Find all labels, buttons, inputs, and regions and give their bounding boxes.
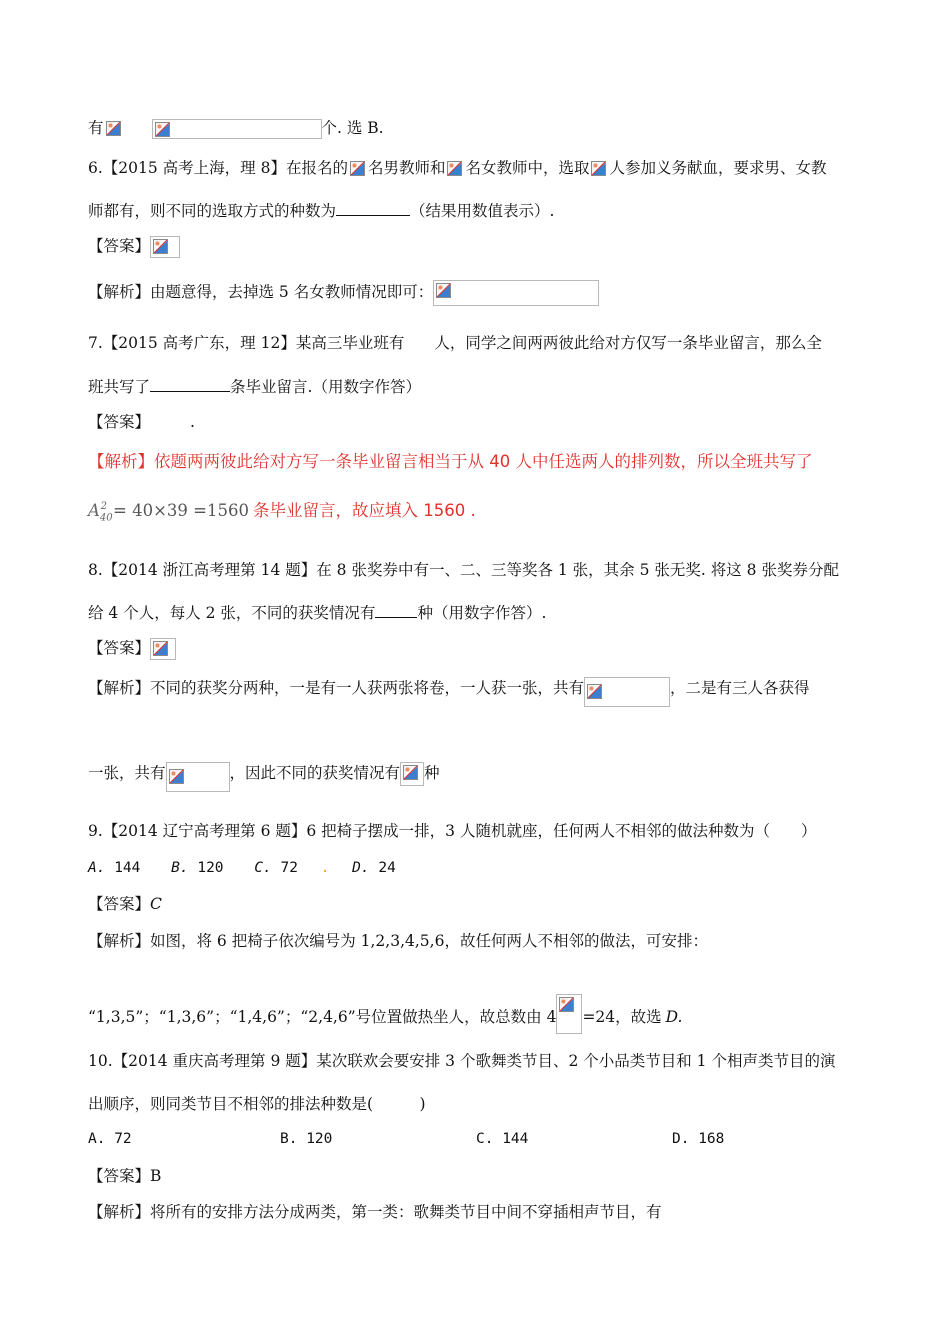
analysis-8-line-2	[88, 762, 440, 792]
broken-image-icon	[348, 159, 368, 179]
option-c: C. 144	[476, 1131, 529, 1147]
option-a-value: 144	[114, 860, 141, 876]
question-9	[88, 820, 816, 842]
analysis-text: 【解析】依题两两彼此给对方写一条毕业留言相当于从 40 人中任选两人的排列数，所以全班共写了	[88, 452, 813, 471]
analysis-text: 【解析】不同的获奖分两种，一是有一人获两张将卷，一人获一张，共有	[88, 679, 585, 697]
option-d: D. 168	[672, 1131, 725, 1147]
analysis-text: ，因此不同的获奖情况有	[229, 764, 401, 782]
question-text: 人参加义务献血，要求男、女教	[609, 159, 827, 177]
analysis-text: ，二是有三人各获得	[670, 679, 810, 697]
broken-image-icon	[104, 119, 150, 139]
broken-image-icon	[150, 236, 180, 258]
text: 个. 选 B.	[321, 119, 384, 137]
answer-7	[88, 411, 195, 433]
answer-text: .	[190, 413, 195, 431]
answer-line-q5	[88, 117, 384, 139]
broken-image-icon	[589, 159, 609, 179]
broken-image-icon	[445, 159, 465, 179]
option-b-label: B.	[171, 860, 189, 876]
analysis-text: “1,3,5”；“1,3,6”；“1,4,6”；“2,4,6”号位置做热坐人，故总数由 4	[88, 1008, 557, 1026]
broken-image-icon	[166, 762, 230, 792]
analysis-8-line-1	[88, 677, 810, 707]
option-d-label: D.	[352, 860, 370, 876]
answer-10	[88, 1165, 161, 1187]
question-text: 名女教师中，选取	[465, 159, 590, 177]
analysis-text: 一张，共有	[88, 764, 166, 782]
question-10-line-1	[88, 1050, 835, 1072]
question-text: 10.【2014 重庆高考理第 9 题】某次联欢会要安排 3 个歌舞类节目、2 个小品类节目和 1 个相声类节目的演	[88, 1052, 836, 1070]
option-c-value: 72	[280, 860, 298, 876]
broken-image-icon	[556, 994, 582, 1034]
analysis-text: =24，故选	[582, 1008, 662, 1026]
answer-label: 【答案】	[88, 895, 151, 913]
option-b: B. 120	[280, 1131, 333, 1147]
question-text: 人，同学之间两两彼此给对方仅写一条毕业留言，那么全	[434, 334, 822, 352]
question-text: 班共写了	[88, 378, 151, 396]
formula-text: = 40×39 =1560	[113, 500, 249, 520]
option-a: A. 72	[88, 1131, 132, 1147]
question-6-line-1	[88, 157, 827, 179]
answer-blank	[150, 377, 230, 392]
question-text: 9.【2014 辽宁高考理第 6 题】6 把椅子摆成一排，3 人随机就座，任何两人不相邻的做法种数为（ ）	[88, 822, 817, 840]
analysis-10	[88, 1201, 662, 1223]
answer-8	[88, 637, 176, 660]
option-b-value: 120	[197, 860, 224, 876]
question-text: 名男教师和	[367, 159, 446, 177]
answer-label: 【答案】	[88, 237, 151, 255]
formula-permutation: $A_{40}^2$	[88, 500, 113, 523]
analysis-9-line-1	[88, 930, 708, 952]
question-6-line-2	[88, 200, 554, 222]
question-text: 7.【2015 高考广东，理 12】某高三毕业班有	[88, 334, 405, 352]
analysis-text: D.	[665, 1008, 683, 1026]
answer-blank	[375, 603, 417, 618]
question-text: 给 4 个人，每人 2 张，不同的获奖情况有	[88, 604, 376, 622]
analysis-text: 种	[424, 764, 440, 782]
question-7-line-1	[88, 332, 822, 354]
analysis-7	[88, 451, 813, 473]
question-text: 出顺序，则同类节目不相邻的排法种数是( )	[88, 1095, 426, 1113]
answer-text: 【答案】B	[88, 1167, 162, 1185]
question-8-line-1	[88, 559, 839, 581]
analysis-6	[88, 280, 599, 306]
analysis-text: 【解析】如图，将 6 把椅子依次编号为 1,2,3,4,5,6，故任何两人不相邻的做法，可安排：	[88, 932, 708, 950]
question-10-options	[88, 1128, 724, 1150]
answer-label: 【答案】	[88, 413, 151, 431]
question-text: 6.【2015 高考上海，理 8】在报名的	[88, 159, 348, 177]
option-a-label: A.	[88, 860, 106, 876]
broken-image-icon	[152, 119, 322, 139]
analysis-text: 【解析】由题意得，去掉选 5 名女教师情况即可：	[88, 283, 434, 301]
broken-image-icon	[400, 762, 424, 786]
broken-image-icon	[433, 280, 599, 306]
analysis-9-line-2	[88, 994, 682, 1034]
answer-6	[88, 235, 180, 258]
option-c-label: C.	[254, 860, 272, 876]
question-text: 种（用数字作答）.	[417, 604, 547, 622]
analysis-7-formula	[88, 496, 476, 529]
question-text: 8.【2014 浙江高考理第 14 题】在 8 张奖券中有一、二、三等奖各 1 张，其余 5 张无奖. 将这 8 张奖券分配	[88, 561, 839, 579]
broken-image-icon	[584, 677, 670, 707]
question-text: 条毕业留言.（用数字作答）	[230, 378, 421, 396]
question-10-line-2	[88, 1093, 426, 1115]
question-text: 师都有，则不同的选取方式的种数为	[88, 202, 337, 220]
analysis-text: 【解析】将所有的安排方法分成两类，第一类：歌舞类节目中间不穿插相声节目，有	[88, 1203, 662, 1221]
answer-label: 【答案】	[88, 639, 151, 657]
question-text: （结果用数值表示）.	[410, 202, 555, 220]
broken-image-icon	[150, 638, 176, 660]
question-8-line-2	[88, 602, 546, 624]
analysis-text: 条毕业留言，故应填入 1560 .	[252, 500, 476, 520]
option-d-value: 24	[378, 860, 396, 876]
answer-blank	[336, 201, 410, 216]
answer-text: C	[150, 895, 162, 913]
question-7-line-2	[88, 376, 421, 398]
text: 有	[88, 119, 104, 137]
question-9-options	[88, 857, 396, 879]
decorative-dot: .	[320, 860, 330, 876]
answer-9	[88, 893, 162, 915]
